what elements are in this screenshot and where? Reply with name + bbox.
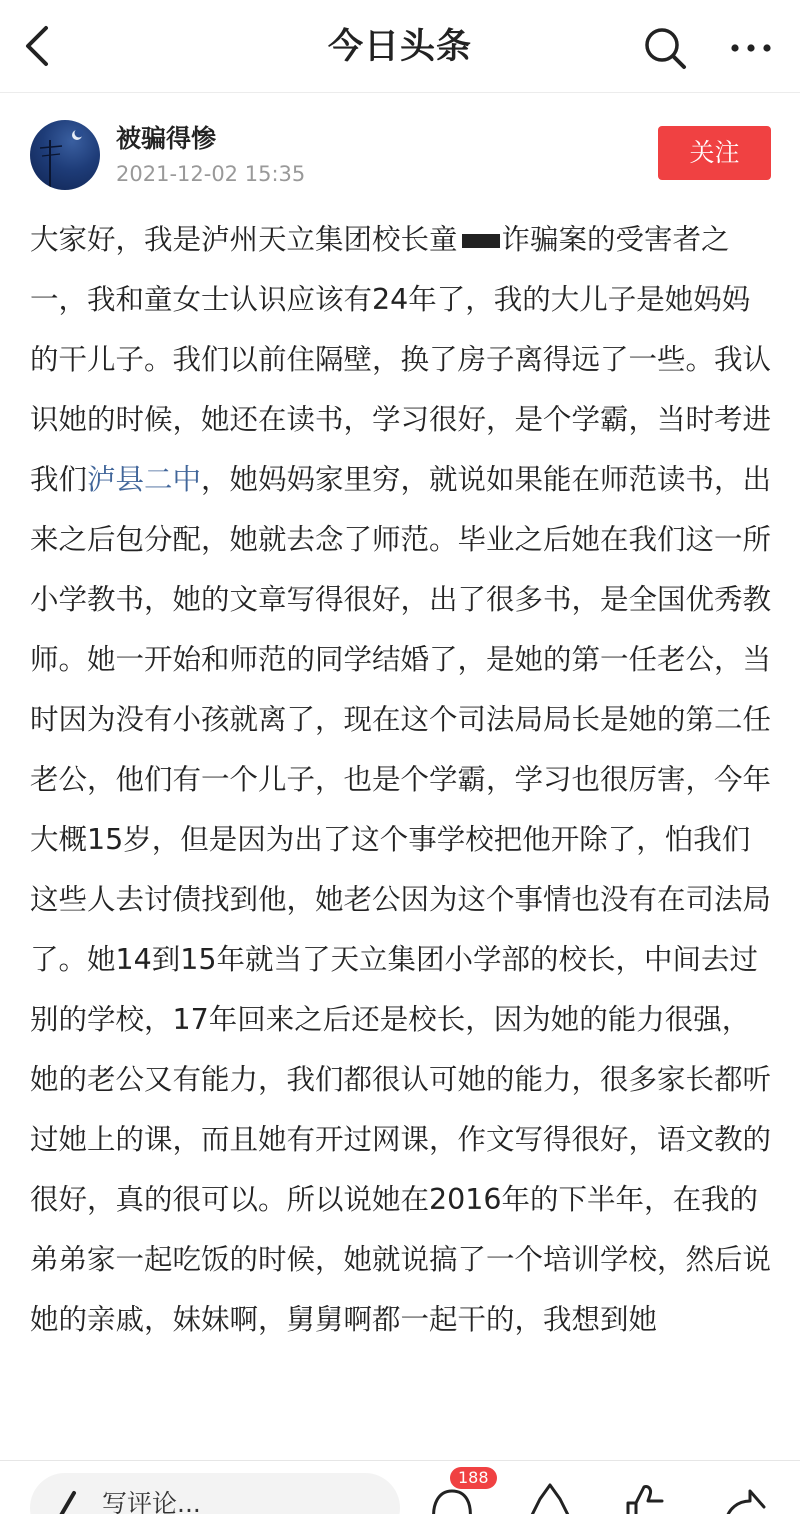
publish-time: 2021-12-02 15:35 xyxy=(116,162,306,186)
school-link[interactable]: 泸县二中 xyxy=(87,463,202,496)
article-text-part2: 诈骗案的受害者之一，我和童女士认识应该有24年了，我的大儿子是她妈妈的干儿子。我们以前住隔壁，换了房子离得远了一些。我认识她的时候，她还在读书，学习很好，是个学霸，当时考进我们 xyxy=(30,223,772,496)
app-title: 今日头条 xyxy=(327,27,472,67)
article-paragraph xyxy=(30,210,774,1350)
article-body xyxy=(30,210,774,1350)
avatar[interactable] xyxy=(30,120,100,190)
more-options-button[interactable] xyxy=(726,24,778,72)
moon-antenna-avatar-icon xyxy=(30,120,100,190)
bottom-action-bar xyxy=(0,1460,800,1514)
more-horizontal-icon xyxy=(726,24,778,72)
share-arrow-icon xyxy=(720,1481,768,1514)
star-icon xyxy=(526,1481,574,1514)
article-text-part1: 大家好，我是泸州天立集团校长童 xyxy=(30,223,458,256)
pen-icon xyxy=(52,1489,82,1514)
follow-button[interactable]: 关注 xyxy=(658,126,771,180)
search-icon xyxy=(640,24,692,72)
thumbs-up-icon xyxy=(622,1481,670,1514)
author-info xyxy=(0,92,800,200)
like-button[interactable] xyxy=(622,1481,670,1514)
redaction-block xyxy=(462,234,500,248)
author-name[interactable]: 被骗得惨 xyxy=(116,124,217,153)
search-button[interactable] xyxy=(640,24,692,72)
comment-count-badge: 188 xyxy=(450,1467,497,1489)
comment-placeholder: 写评论... xyxy=(102,1489,201,1514)
favorite-button[interactable] xyxy=(526,1481,574,1514)
article-text-part3: ，她妈妈家里穷，就说如果能在师范读书，出来之后包分配，她就去念了师范。毕业之后她在我们这一所小学教书，她的文章写得很好，出了很多书，是全国优秀教师。她一开始和师范的同学结婚了，是她的第一任老公，当时因为没有小孩就离了，现在这个司法局局长是她的第二任老公，他们有一个儿子，也是个学霸，学习也很厉害，今年大概15岁，但是因为出了这个事学校把他开除了，怕我们这些人去讨债找到他，她老公因为这个事情也没有在司法局了。她14到15年就当了天立集团小学部的校长，中间去过别的学校，17年回来之后还是校长，因为她的能力很强，她的老公又有能力，我们都很认可她的能力，很多家长都听过她上的课，而且她有开过网课，作文写得很好，语文教的很好，真的很可以。所以说她在2016年的下半年，在我的弟弟家一起吃饭的时候，她就说搞了一个培训学校，然后说她的亲戚，妹妹啊，舅舅啊都一起干的，我想到她 xyxy=(30,463,772,1336)
comment-input[interactable] xyxy=(30,1473,400,1514)
top-nav-bar xyxy=(0,0,800,93)
share-button[interactable] xyxy=(720,1481,768,1514)
